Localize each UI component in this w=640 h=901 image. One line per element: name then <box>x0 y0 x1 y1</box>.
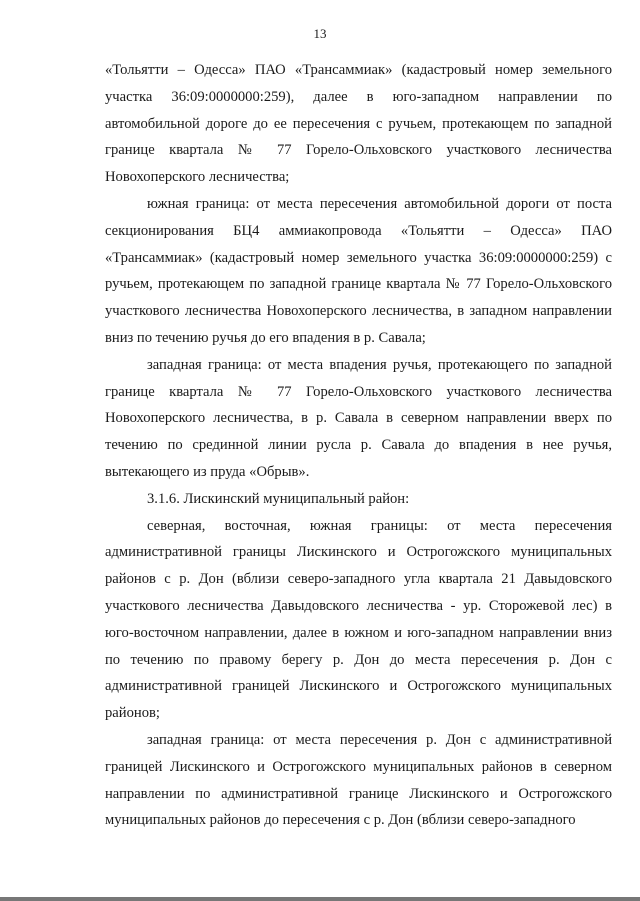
document-body <box>105 57 612 834</box>
section-heading-liskinsky-district: 3.1.6. Лискинский муниципальный район: <box>147 490 410 507</box>
scan-bottom-edge <box>0 897 640 901</box>
paragraph-eastern-border-continued: «Тольятти – Одесса» ПАО «Трансаммиак» (кадастровый номер земельного участка 36:09:0000000:259), далее в юго-западном направлении по автомобильной дороге до ее пересечения с ручьем, протекающем по западной границе квартала № 77 Горело-Ольховского участкового лесничества Новохоперского лесничества; <box>105 62 612 186</box>
page-number: 13 <box>313 26 327 41</box>
paragraph-southern-border: южная граница: от места пересечения автомобильной дороги от поста секционирования БЦ4 аммиакопровода «Тольятти – Одесса» ПАО «Трансаммиак» (кадастровый номер земельного участка 36:09:0000000:259) с ручьем, протекающем по западной границе квартала № 77 Горело-Ольховского участкового лесничества Новохоперского лесничества, в западном направлении вниз по течению ручья до его впадения в р. Савала; <box>105 195 612 346</box>
paragraph-western-border-liskinsky: западная граница: от места пересечения р. Дон с административной границей Лискинского и Острогожского муниципальных районов в северном направлении по административной границе Лискинского и Острогожского муниципальных районов до пересечения с р. Дон (вблизи северо-западного <box>105 731 612 829</box>
paragraph-north-east-south-borders: северная, восточная, южная границы: от места пересечения административной границы Лискинского и Острогожского муниципальных районов с р. Дон (вблизи северо-западного угла квартала 21 Давыдовского участкового лесничества Давыдовского лесничества - ур. Сторожевой лес) в юго-восточном направлении, далее в южном и юго-западном направлении вниз по течению по правому берегу р. Дон до места пересечения р. Дон с административной границей Лискинского и Острогожского муниципальных районов; <box>105 517 612 722</box>
paragraph-western-border: западная граница: от места впадения ручья, протекающего по западной границе квартала № 77 Горело-Ольховского участкового лесничества Новохоперского лесничества, в р. Савала в северном направлении вверх по течению по срединной линии русла р. Савала до впадения в нее ручья, вытекающего из пруда «Обрыв». <box>105 356 612 480</box>
